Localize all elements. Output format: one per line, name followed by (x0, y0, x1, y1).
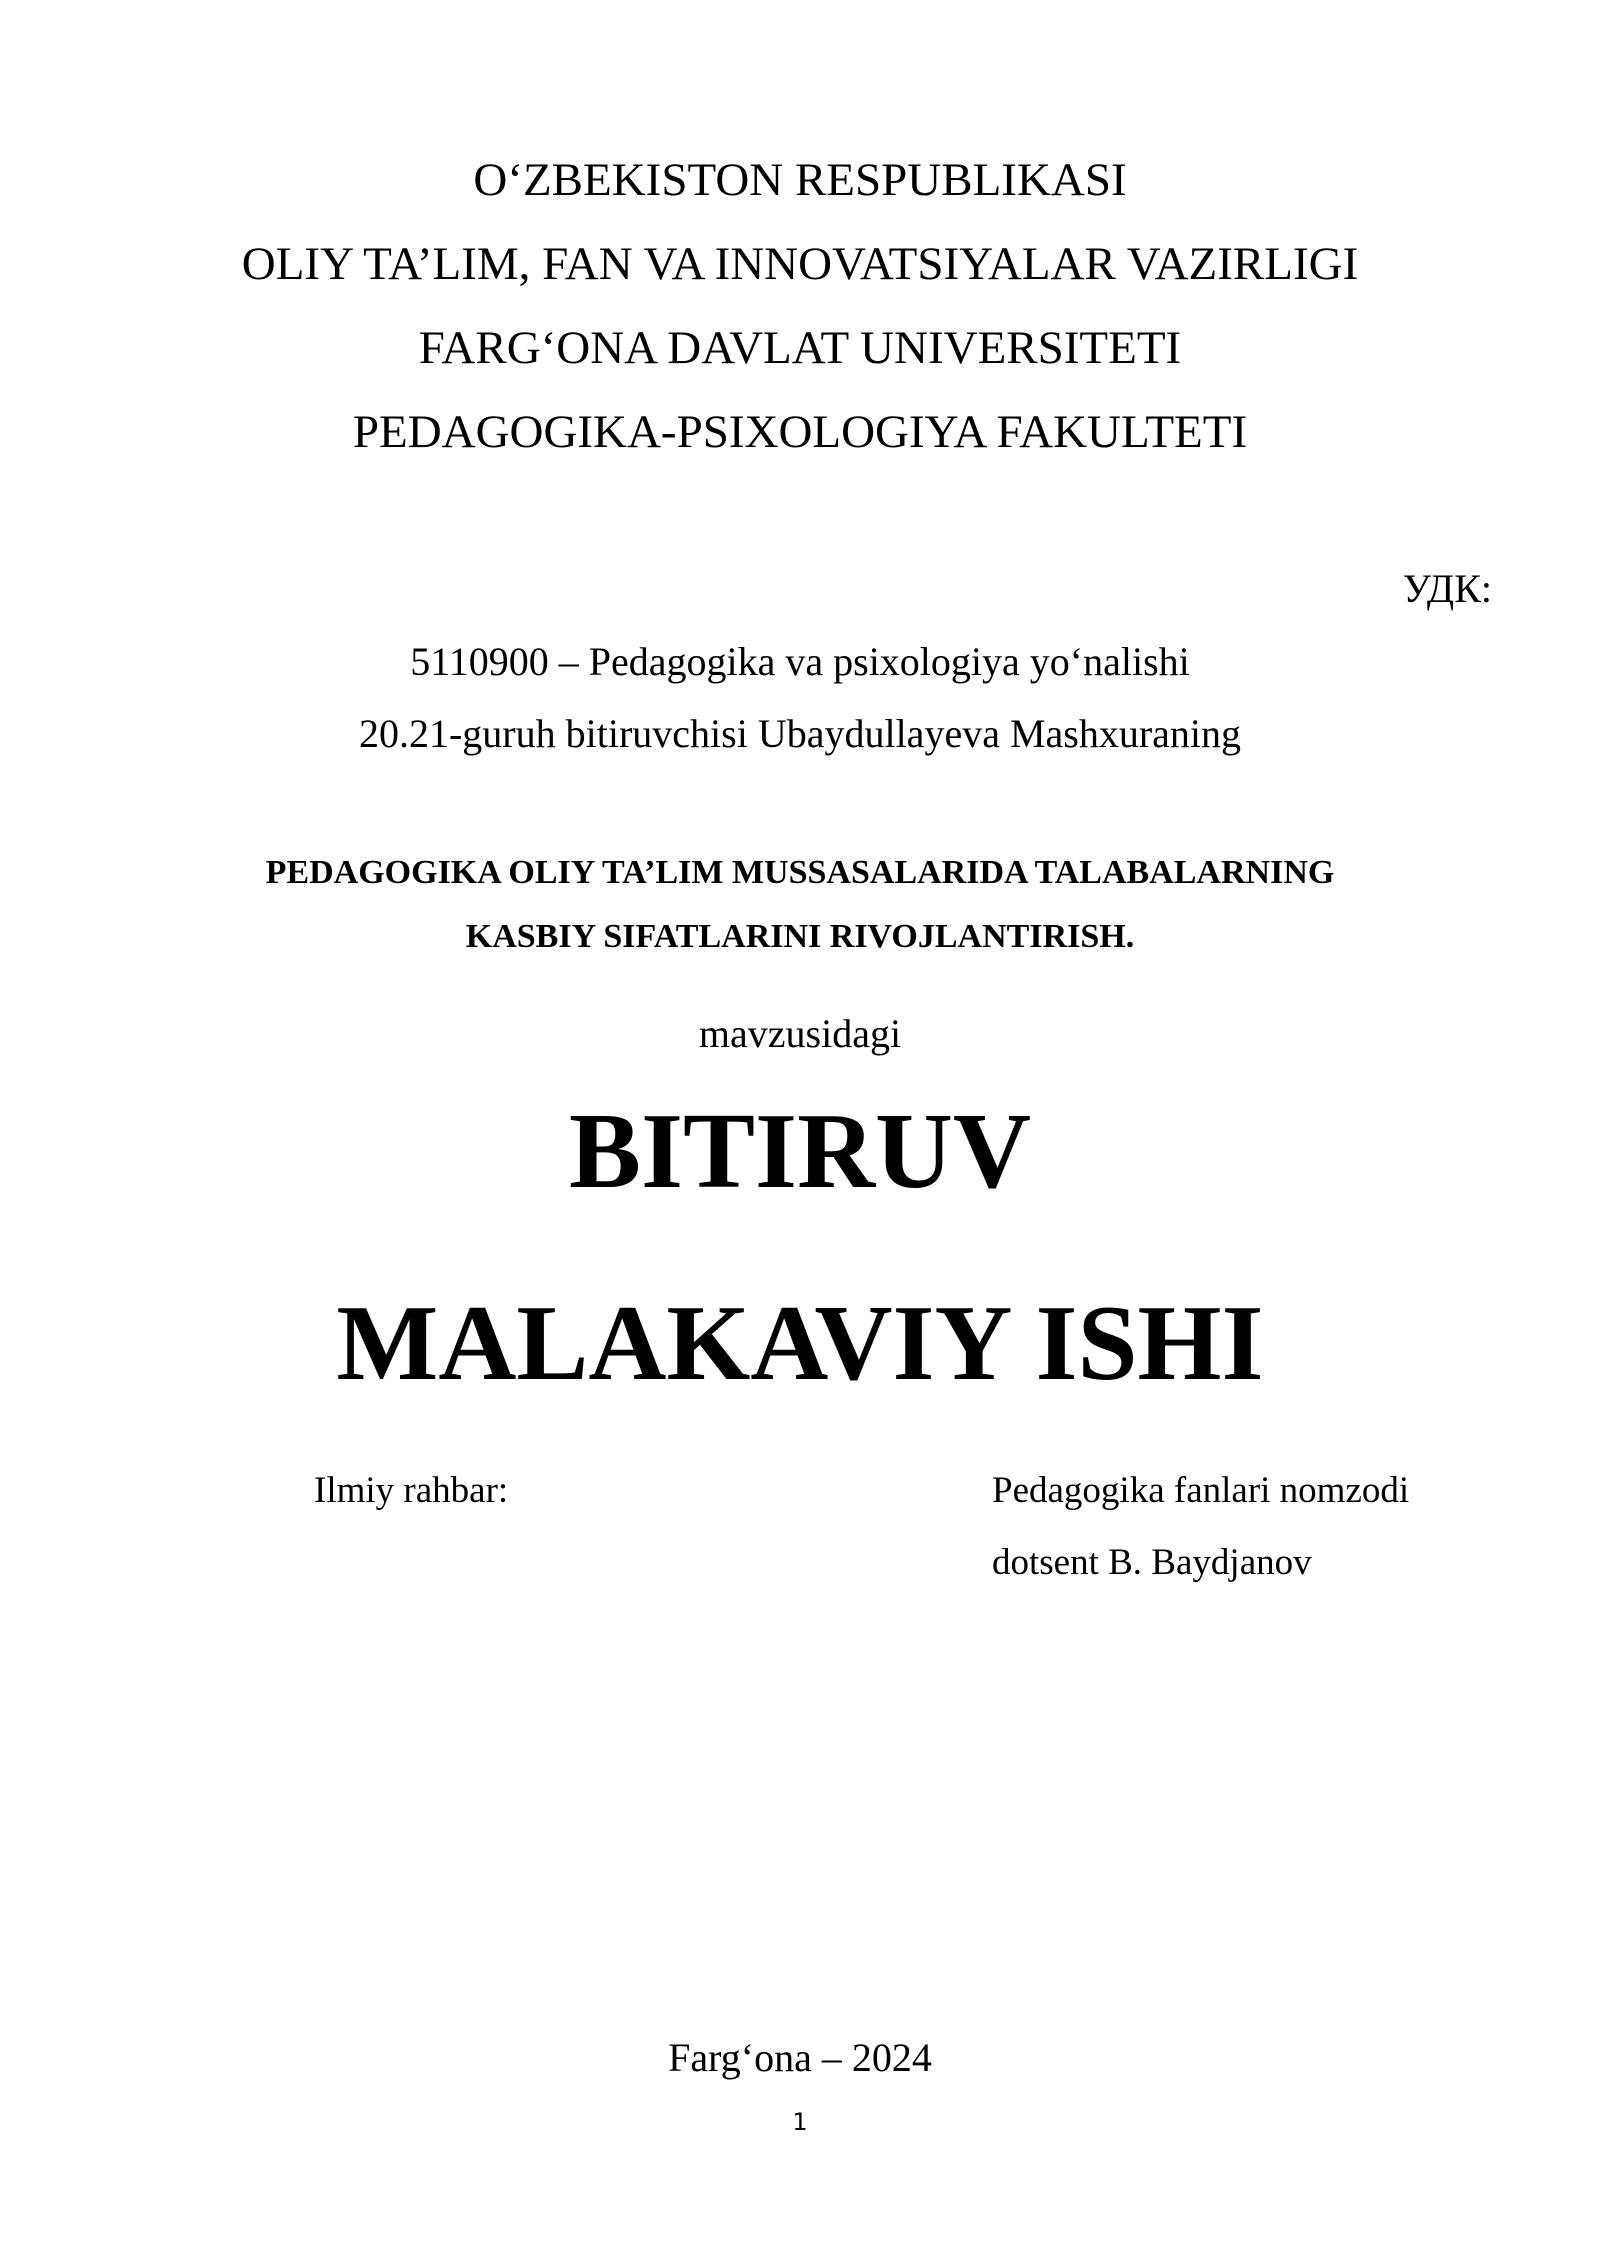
title-line-2: MALAKAVIY ISHI (336, 1284, 1264, 1403)
topic-suffix: mavzusidagi (698, 1011, 902, 1056)
specialty-line: 5110900 – Pedagogika va psixologiya yo‘nalishi (410, 639, 1190, 684)
supervisor-label: Ilmiy rahbar: (314, 1470, 509, 1511)
student-line: 20.21-guruh bitiruvchisi Ubaydullayeva Mashxuraning (358, 711, 1242, 756)
udk-label: УДК: (1402, 566, 1492, 611)
topic-line-2: KASBIY SIFATLARINI RIVOJLANTIRISH. (465, 918, 1135, 955)
page-number: 1 (792, 2108, 808, 2136)
topic-line-1: PEDAGOGIKA OLIY TA’LIM MUSSASALARIDA TALABALARNING (265, 854, 1335, 891)
ministry-heading: OLIY TA’LIM, FAN VA INNOVATSIYALAR VAZIRLIGI (241, 238, 1359, 290)
title-line-1: BITIRUV (568, 1092, 1032, 1211)
supervisor-name: dotsent B. Baydjanov (992, 1542, 1312, 1583)
supervisor-degree: Pedagogika fanlari nomzodi (992, 1470, 1410, 1511)
place-year: Farg‘ona – 2024 (668, 2035, 932, 2080)
faculty-heading: PEDAGOGIKA-PSIXOLOGIYA FAKULTETI (352, 406, 1248, 458)
country-heading: O‘ZBEKISTON RESPUBLIKASI (473, 154, 1127, 206)
university-heading: FARG‘ONA DAVLAT UNIVERSITETI (418, 322, 1182, 374)
